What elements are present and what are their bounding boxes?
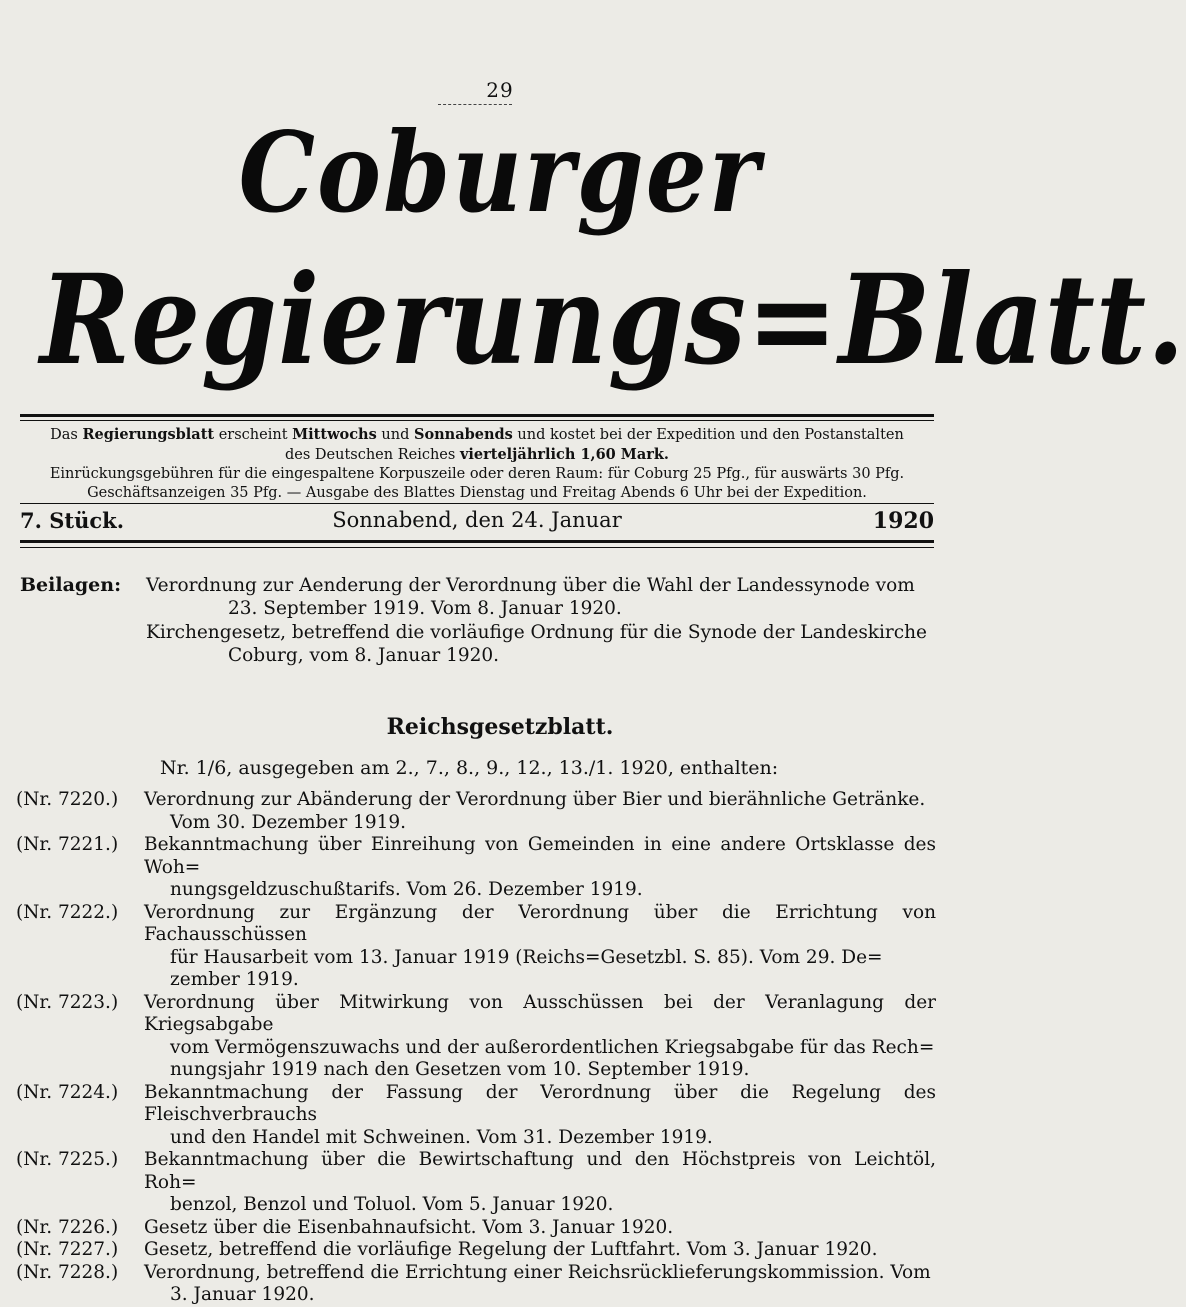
issue-number: 7. Stück. [20,508,125,533]
masthead-top-rule [20,414,934,417]
issue-date: Sonnabend, den 24. Januar [332,508,622,532]
entry-line: und den Handel mit Schweinen. Vom 31. Dezember 1919. [170,1126,713,1148]
title-line-1: Coburger [238,107,762,238]
supplement-item: Verordnung zur Aenderung der Verordnung über die Wahl der Landessynode vom 23. September 1919. Vom 8. Januar 1920. [146,575,915,619]
issue-year: 1920 [872,508,934,534]
title-line-2: Regierungs=Blatt. [40,246,1186,393]
law-entry [16,1239,936,1262]
masthead-info [20,425,934,503]
entry-number: (Nr. 7227.) [16,1239,119,1260]
entry-number: (Nr. 7228.) [16,1261,119,1283]
entry-text [144,1239,936,1262]
entry-line: vom Vermögenszuwachs und der außerordentlichen Kriegsabgabe für das Rech= [170,1036,935,1058]
supplements-list [146,574,934,668]
page-number-rule [438,104,512,105]
masthead-top-rule-thin [20,420,934,421]
masthead-line-2: des Deutschen Reiches vierteljährlich 1,60 Mark. [285,446,669,463]
issue-line [20,508,934,538]
masthead-line-3: Einrückungsgebühren für die eingespaltene Korpuszeile oder deren Raum: für Coburg 25 Pfg., für auswärts 30 Pfg. [49,466,905,482]
entry-line: Vom 30. Dezember 1919. [170,811,407,833]
supplements-label: Beilagen: [20,574,122,596]
law-entry [16,789,936,834]
entry-number: (Nr. 7225.) [16,1149,119,1170]
entry-text [144,1149,936,1217]
entry-text [144,902,936,992]
section-intro: Nr. 1/6, ausgegeben am 2., 7., 8., 9., 12., 13./1. 1920, enthalten: [160,757,779,779]
entry-line: nungsjahr 1919 nach den Gesetzen vom 10. September 1919. [170,1059,750,1080]
entry-line: zember 1919. [170,969,299,990]
entry-line: Verordnung über Mitwirkung von Ausschüssen bei der Veranlagung der Kriegsabgabe [144,991,936,1035]
law-entry [16,1217,936,1240]
entry-line: Gesetz, betreffend die vorläufige Regelung der Luftfahrt. Vom 3. Januar 1920. [144,1239,878,1260]
entry-line: Bekanntmachung der Fassung der Verordnung über die Regelung des Fleischverbrauchs [144,1081,936,1125]
entry-line: Bekanntmachung über Einreihung von Gemeinden in eine andere Ortsklasse des Woh= [144,834,936,878]
entry-line: Bekanntmachung über die Bewirtschaftung und den Höchstpreis von Leichtöl, Roh= [144,1149,936,1193]
entry-number: (Nr. 7223.) [16,991,119,1013]
law-entry [16,992,936,1082]
entry-line: nungsgeldzuschußtarifs. Vom 26. Dezember 1919. [170,879,643,900]
entry-number: (Nr. 7220.) [16,789,119,810]
law-entries [16,789,936,1307]
masthead-line-4: Geschäftsanzeigen 35 Pfg. — Ausgabe des Blattes Dienstag und Freitag Abends 6 Uhr bei der Expedition. [87,485,867,501]
entry-line: Verordnung zur Abänderung der Verordnung über Bier und bierähnliche Getränke. [144,789,926,810]
entry-line: Gesetz über die Eisenbahnaufsicht. Vom 3. Januar 1920. [144,1216,674,1238]
issue-top-rule [20,503,934,504]
entry-number: (Nr. 7226.) [16,1216,119,1238]
entry-line: für Hausarbeit vom 13. Januar 1919 (Reichs=Gesetzbl. S. 85). Vom 29. De= [170,946,883,968]
issue-bottom-rule-thin [20,547,934,548]
entry-line: Verordnung, betreffend die Errichtung einer Reichsrücklieferungskommission. Vom [144,1261,931,1283]
entry-text [144,1262,936,1307]
masthead-line-1: Das Regierungsblatt erscheint Mittwochs und Sonnabends und kostet bei der Expedition und den Postanstalten [50,426,904,443]
law-entry [16,834,936,902]
entry-text [144,834,936,902]
law-entry [16,1262,936,1307]
entry-line: 3. Januar 1920. [170,1284,315,1305]
supplement-item: Kirchengesetz, betreffend die vorläufige Ordnung für die Synode der Landeskirche Coburg, vom 8. Januar 1920. [146,622,928,666]
entry-text [144,1217,936,1240]
entry-text [144,1082,936,1150]
entry-number: (Nr. 7224.) [16,1081,119,1103]
law-entry [16,902,936,992]
section-title: Reichsgesetzblatt. [386,714,614,740]
law-entry [16,1082,936,1150]
issue-bottom-rule [20,540,934,543]
entry-line: Verordnung zur Ergänzung der Verordnung über die Errichtung von Fachausschüssen [144,901,936,945]
entry-number: (Nr. 7221.) [16,834,119,855]
law-entry [16,1149,936,1217]
entry-text [144,789,936,834]
entry-line: benzol, Benzol und Toluol. Vom 5. Januar 1920. [170,1194,614,1215]
entry-text [144,992,936,1082]
entry-number: (Nr. 7222.) [16,901,119,923]
page-number: 29 [486,78,514,102]
